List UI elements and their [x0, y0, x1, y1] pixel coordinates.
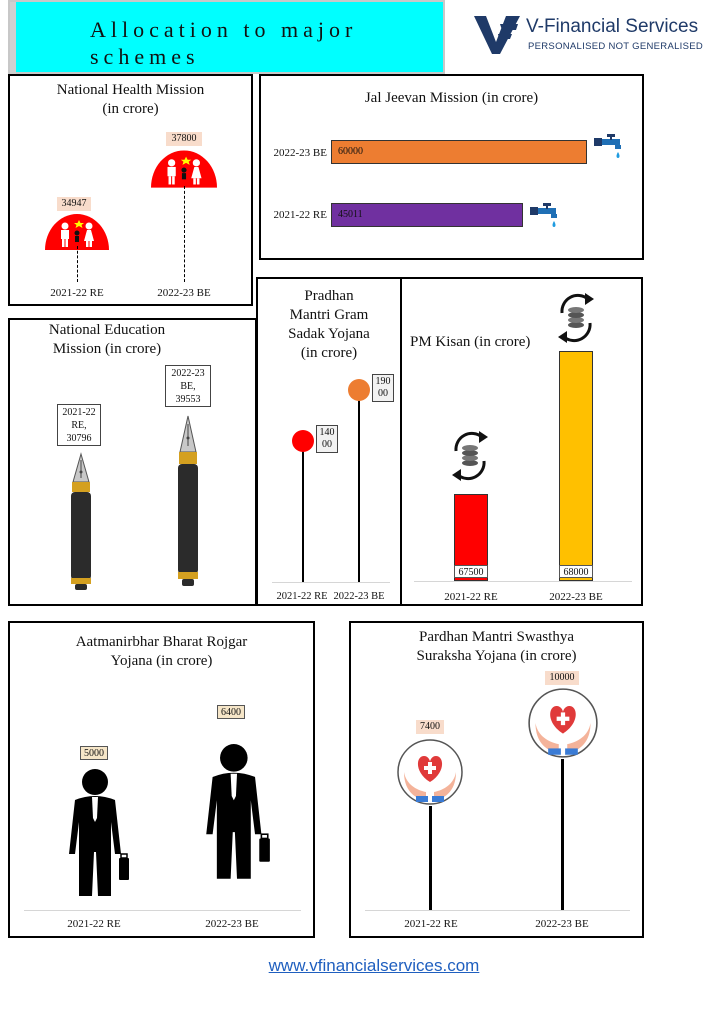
axis-baseline: [272, 582, 390, 583]
panel-national-health-mission: [8, 74, 253, 306]
axis-baseline: [24, 910, 301, 911]
data-label: 2021-22 RE, 30796: [57, 404, 101, 446]
lollipop-stem: [429, 806, 432, 910]
vf-logo-icon: [474, 16, 522, 54]
data-label: 5000: [80, 746, 108, 760]
water-tap-icon: [529, 201, 565, 231]
category-label: 2022-23 BE: [273, 147, 327, 159]
data-label: 190 00: [372, 374, 394, 402]
panel-pm-kisan: [400, 277, 643, 606]
data-label: 45011: [338, 209, 363, 220]
category-label: 2022-23 BE: [333, 591, 385, 602]
category-label: 2022-23 BE: [205, 918, 259, 930]
data-label: 34947: [57, 197, 91, 211]
panel-pmssy: [349, 621, 644, 938]
data-label: 7400: [416, 720, 444, 734]
category-label: 2021-22 RE: [444, 591, 498, 603]
panel-abry: [8, 621, 315, 938]
axis-baseline: [365, 910, 630, 911]
data-label: 37800: [166, 132, 202, 146]
kisan-bar: [559, 351, 593, 581]
data-label: 10000: [545, 671, 579, 685]
panel-jal-jeevan-mission: [259, 74, 644, 260]
chart-title: National Education Mission (in crore): [48, 322, 166, 357]
chart-title: Jal Jeevan Mission (in crore): [364, 90, 539, 106]
lollipop-stem: [358, 390, 360, 582]
category-label: 2021-22 RE: [404, 918, 458, 930]
family-icon: [45, 214, 109, 250]
brand-logo: [474, 14, 704, 58]
axis-baseline: [414, 581, 632, 582]
page-title: Allocation to major schemes: [90, 17, 358, 69]
lollipop-head: [292, 430, 314, 452]
data-label: 140 00: [316, 425, 338, 453]
heart-hands-icon: [527, 687, 599, 759]
family-icon: [151, 150, 217, 188]
data-label: 6400: [217, 705, 245, 719]
data-label: 67500: [454, 565, 488, 578]
category-label: 2021-22 RE: [273, 209, 327, 221]
panel-pmgsy: [256, 277, 402, 606]
water-tap-icon: [593, 132, 629, 162]
brand-tagline: PERSONALISED NOT GENERALISED: [528, 41, 704, 52]
coins-cycle-icon: [448, 427, 492, 485]
category-label: 2021-22 RE: [50, 287, 104, 299]
lollipop-head: [348, 379, 370, 401]
heart-hands-icon: [396, 738, 464, 806]
data-label: 2022-23 BE, 39553: [165, 365, 211, 407]
website-link[interactable]: www.vfinancialservices.com: [268, 956, 480, 975]
chart-title: PM Kisan (in crore): [410, 334, 531, 350]
data-label: 60000: [338, 146, 363, 157]
lollipop-stem: [561, 759, 564, 910]
title-banner: [8, 0, 445, 74]
leader-line: [184, 186, 185, 282]
chart-title: Pradhan Mantri Gram Sadak Yojana (in crore): [288, 288, 370, 361]
coins-cycle-icon: [554, 289, 598, 347]
category-label: 2022-23 BE: [157, 287, 211, 299]
data-label: 68000: [559, 565, 593, 578]
businessman-icon: [65, 768, 131, 900]
category-label: 2022-23 BE: [535, 918, 589, 930]
fountain-pen-icon: [176, 416, 200, 588]
panel-national-education-mission: [8, 318, 257, 606]
chart-title: National Health Mission (in crore): [56, 82, 205, 117]
brand-name: V-Financial Services: [526, 16, 699, 37]
chart-title: Pardhan Mantri Swasthya Suraksha Yojana (in crore): [416, 629, 577, 664]
businessman-icon: [202, 727, 272, 899]
leader-line: [77, 246, 78, 282]
category-label: 2021-22 RE: [276, 591, 328, 602]
title-accent-bar: [10, 2, 16, 74]
category-label: 2021-22 RE: [67, 918, 121, 930]
chart-title: Aatmanirbhar Bharat Rojgar Yojana (in crore): [75, 634, 248, 669]
fountain-pen-icon: [69, 454, 93, 594]
jjm-bar: [331, 140, 587, 164]
lollipop-stem: [302, 441, 304, 582]
category-label: 2022-23 BE: [549, 591, 603, 603]
